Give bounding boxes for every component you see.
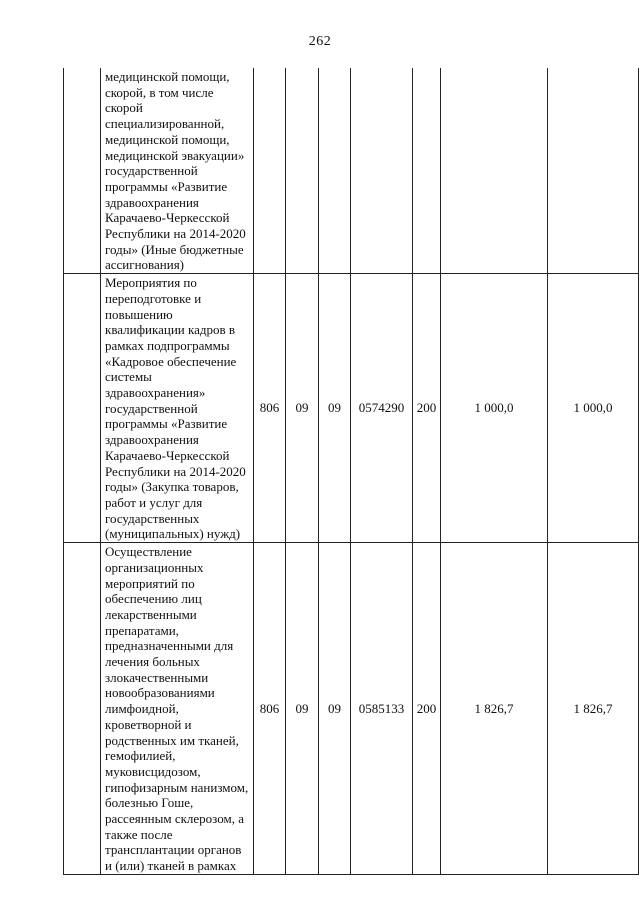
description-cell: Осуществление организационных мероприятий по обеспечению лиц лекарственными препаратами, предназначенными для лечения больных злокачественными новообразованиями лимфоидной, кроветворной и родственных им тканей, гемофилией, муковисцидозом, гипофизарным нанизмом, болезнью Гоше, рассеянным склерозом, а также после трансплантации органов и (или) тканей в рамках	[101, 543, 254, 875]
amount-cell: 1 000,0	[441, 274, 548, 543]
table-row	[64, 543, 639, 875]
description-cell: медицинской помощи, скорой, в том числе скорой специализированной, медицинской помощи, медицинской эвакуации» государственной программы «Развитие здравоохранения Карачаево-Черкесской Республики на 2014-2020 годы» (Иные бюджетные ассигнования)	[101, 68, 254, 274]
subsection-cell	[319, 68, 351, 274]
ministry-cell	[254, 68, 286, 274]
target-article-cell	[351, 68, 413, 274]
amount-cell: 1 826,7	[441, 543, 548, 875]
table-row	[64, 68, 639, 274]
target-article-cell: 0585133	[351, 543, 413, 875]
description-cell: Мероприятия по переподготовке и повышению квалификации кадров в рамках подпрограммы «Кадровое обеспечение системы здравоохранения» государственной программы «Развитие здравоохранения Карачаево-Черкесской Республики на 2014-2020 годы» (Закупка товаров, работ и услуг для государственных (муниципальных) нужд)	[101, 274, 254, 543]
row-number-cell	[64, 68, 101, 274]
page-number: 262	[308, 34, 332, 49]
section-cell: 09	[286, 274, 319, 543]
ministry-cell: 806	[254, 274, 286, 543]
expense-type-cell: 200	[413, 274, 441, 543]
amount-cell	[548, 68, 639, 274]
target-article-cell: 0574290	[351, 274, 413, 543]
subsection-cell: 09	[319, 543, 351, 875]
amount-cell: 1 826,7	[548, 543, 639, 875]
amount-cell	[441, 68, 548, 274]
expense-type-cell: 200	[413, 543, 441, 875]
amount-cell: 1 000,0	[548, 274, 639, 543]
section-cell	[286, 68, 319, 274]
section-cell: 09	[286, 543, 319, 875]
expense-type-cell	[413, 68, 441, 274]
row-number-cell	[64, 543, 101, 875]
subsection-cell: 09	[319, 274, 351, 543]
table-row	[64, 274, 639, 543]
ministry-cell: 806	[254, 543, 286, 875]
budget-table	[63, 68, 639, 875]
row-number-cell	[64, 274, 101, 543]
